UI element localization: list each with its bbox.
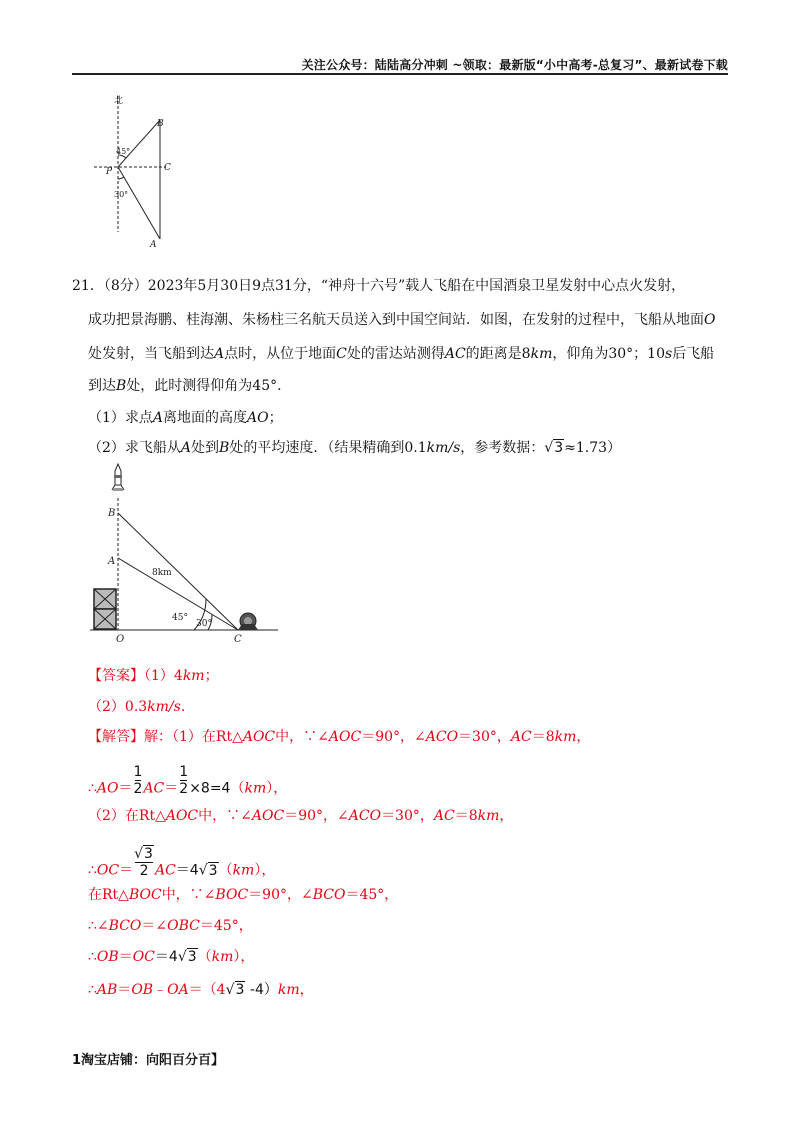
solution-text: ∴: [88, 862, 97, 879]
answer-text: （2）0.3: [88, 699, 148, 715]
denominator: 2: [133, 781, 143, 797]
var: B: [219, 440, 230, 456]
segment-pb: [118, 120, 160, 167]
answer-line-1: [88, 666, 219, 686]
denominator: 2: [179, 781, 189, 797]
question-text: 处到: [191, 440, 220, 456]
solution-line-4: [88, 846, 276, 887]
var: A: [152, 410, 164, 426]
question-text: （1）求点: [88, 410, 153, 426]
var: AO: [247, 410, 269, 426]
figure-rocket-diagram: [88, 458, 288, 644]
solution-text: ，: [299, 982, 314, 998]
answer-text: ；: [204, 668, 219, 684]
unit: km: [477, 808, 500, 824]
question-text: 处，此时测得仰角为45°.: [126, 378, 282, 394]
rocket-icon: [112, 464, 124, 491]
var: BCO: [108, 918, 142, 934]
solution-text: ＝: [118, 780, 133, 797]
solution-text: ＝4: [154, 949, 178, 965]
var: AC: [154, 862, 176, 879]
solution-text: 中，∵∠: [198, 808, 252, 824]
var: OC: [132, 949, 155, 965]
question-line-3: [88, 344, 714, 364]
sqrt: √3: [225, 982, 245, 998]
subquestion-1: [88, 408, 283, 428]
question-text: 的距离是8: [465, 346, 531, 362]
label-angle-45: 45°: [172, 613, 188, 623]
solution-line-5: [88, 885, 398, 905]
solution-text: ＝∠: [141, 918, 168, 934]
question-text: ，参考数据：: [460, 440, 545, 456]
solution-text: ∴∠: [88, 918, 109, 934]
label-c: C: [234, 634, 242, 644]
label-north: 北: [114, 96, 124, 106]
launch-tower-icon: [94, 589, 116, 629]
var: AOC: [242, 729, 276, 745]
unit: km: [232, 862, 255, 879]
solution-label: 【解答】: [88, 729, 144, 745]
var: AOC: [165, 808, 199, 824]
radicand: 3: [208, 862, 218, 879]
angle-arc-30: [118, 177, 124, 179]
solution-text: ∴: [88, 780, 97, 797]
numerator: √3: [134, 846, 153, 862]
var: ACO: [425, 729, 459, 745]
var: OB: [131, 982, 154, 998]
solution-text: ∴: [88, 982, 97, 998]
question-text: ；: [268, 410, 283, 426]
var: OBC: [167, 918, 200, 934]
question-text: 后飞船: [672, 346, 715, 362]
solution-text: -4）: [245, 982, 278, 998]
unit: km/s: [426, 440, 461, 456]
label-angle-30: 30°: [114, 190, 129, 199]
solution-text: ，: [499, 808, 514, 824]
solution-text: ＝45°，: [345, 887, 399, 903]
var: A: [214, 346, 225, 362]
var: BOC: [128, 887, 162, 903]
solution-line-2: [88, 764, 288, 805]
sqrt: √3: [544, 440, 564, 456]
numerator: 1: [133, 764, 143, 780]
label-c: C: [164, 163, 171, 173]
solution-text: ＝90°，∠: [248, 887, 313, 903]
solution-text: 在Rt△: [88, 887, 129, 903]
question-text: 2023年5月30日9点31分，“神舟十六号”载人飞船在中国酒泉卫星发射中心点火发射，: [147, 278, 686, 294]
label-b: B: [108, 508, 116, 519]
label-angle-30: 30°: [196, 619, 212, 629]
solution-text: ＝: [164, 780, 179, 797]
solution-text: （: [230, 780, 245, 797]
var: OB: [96, 949, 119, 965]
fraction: [179, 764, 188, 797]
unit: km: [244, 780, 267, 797]
question-text: 处发射，当飞船到达: [88, 346, 214, 362]
sqrt: √3: [177, 949, 197, 965]
solution-text: ），: [254, 862, 276, 879]
radicand: 3: [554, 440, 564, 456]
var: C: [336, 346, 347, 362]
question-line-1: [72, 276, 685, 296]
solution-text: ），: [266, 780, 288, 797]
radicand: 3: [187, 949, 197, 965]
fraction: [134, 764, 143, 797]
solution-text: ），: [233, 949, 255, 965]
label-a: A: [108, 556, 116, 567]
solution-text: ＝30°，: [381, 808, 434, 824]
denominator: 2: [139, 863, 149, 879]
solution-line-6: [88, 916, 253, 936]
solution-text: （2）在Rt△: [88, 808, 166, 824]
solution-text: ＝: [119, 862, 134, 879]
solution-text: ＝90°，∠: [361, 729, 426, 745]
question-number: 21．: [72, 278, 104, 294]
solution-line-3: [88, 806, 513, 826]
solution-text: （: [197, 949, 212, 965]
solution-line-8: [88, 980, 314, 1000]
fraction: [134, 846, 154, 879]
var: AO: [96, 780, 119, 797]
label-o: O: [116, 634, 125, 644]
var: AC: [143, 780, 165, 797]
radicand: 3: [144, 846, 153, 862]
unit: km: [530, 346, 553, 362]
segment-pa: [118, 167, 160, 239]
var: BCO: [312, 887, 346, 903]
radar-icon: [238, 613, 258, 630]
var: AC: [510, 729, 532, 745]
label-angle-45: 45°: [116, 147, 131, 156]
solution-text: 解：（1）在Rt△: [144, 729, 243, 745]
unit: km/s: [147, 699, 181, 715]
var: AC: [433, 808, 455, 824]
question-score: （8分）: [103, 278, 148, 294]
question-line-4: [88, 376, 282, 396]
header-rule: [72, 73, 728, 75]
solution-text: ＝4: [175, 862, 199, 879]
var: O: [704, 312, 716, 328]
solution-text: ＝8: [454, 808, 478, 824]
solution-text: ＝: [117, 982, 132, 998]
solution-text: ＝8: [531, 729, 555, 745]
var: OC: [96, 862, 120, 879]
numerator: 1: [179, 764, 189, 780]
radicand: 3: [235, 982, 245, 998]
label-distance: 8km: [152, 568, 172, 578]
var: B: [116, 378, 127, 394]
solution-line-1: [88, 727, 590, 747]
label-a: A: [150, 240, 157, 250]
unit: km: [211, 949, 234, 965]
page-header: 关注公众号：陆陆高分冲刺 ~领取：最新版“小中高考-总复习”、最新试卷下载: [301, 58, 728, 72]
solution-text: ∴: [88, 949, 97, 965]
question-text: ，仰角为30°；10: [552, 346, 665, 362]
question-text: （2）求飞船从: [88, 440, 181, 456]
unit: km: [277, 982, 300, 998]
solution-text: 中，∵∠: [161, 887, 216, 903]
question-text: ≈1.73）: [564, 440, 622, 456]
answer-text: （1）4: [144, 668, 183, 684]
question-text: 点时，从位于地面: [224, 346, 337, 362]
var: BOC: [215, 887, 249, 903]
label-b: B: [157, 119, 164, 129]
solution-text: ＝90°，∠: [284, 808, 349, 824]
label-p: P: [106, 167, 113, 177]
var: AOC: [251, 808, 285, 824]
question-text: 到达: [88, 378, 116, 394]
subquestion-2: [88, 438, 621, 458]
question-text: 成功把景海鹏、桂海潮、朱杨柱三名航天员送入到中国空间站．如图，在发射的过程中，飞船从地面: [88, 312, 704, 328]
solution-text: ×8=4: [189, 780, 231, 797]
answer-label: 【答案】: [88, 668, 144, 684]
solution-text: 中，∵∠: [275, 729, 329, 745]
var: A: [180, 440, 192, 456]
question-text: 离地面的高度: [163, 410, 248, 426]
solution-text: ＝: [118, 949, 133, 965]
answer-text: .: [180, 699, 186, 715]
solution-text: ＝45°，: [199, 918, 253, 934]
figure-bearing-diagram: [88, 92, 198, 252]
page-footer: 1淘宝店铺：向阳百分百】: [72, 1053, 225, 1068]
solution-text: ，: [576, 729, 591, 745]
var: AB: [96, 982, 118, 998]
var: AC: [444, 346, 466, 362]
var: OA: [167, 982, 189, 998]
sqrt: √3: [198, 862, 218, 879]
solution-text: （: [218, 862, 233, 879]
answer-line-2: [88, 697, 185, 717]
solution-line-7: [88, 947, 254, 967]
question-text: 处的平均速度．（结果精确到0.1: [229, 440, 427, 456]
solution-text: ＝（4: [188, 982, 226, 998]
var: ACO: [348, 808, 382, 824]
unit: km: [554, 729, 577, 745]
unit: km: [182, 668, 205, 684]
solution-text: ＝30°，: [458, 729, 511, 745]
question-text: 处的雷达站测得: [346, 346, 445, 362]
question-line-2: [88, 310, 715, 330]
unit: s: [665, 346, 673, 362]
var: AOC: [328, 729, 362, 745]
solution-text: ﹣: [153, 982, 168, 998]
